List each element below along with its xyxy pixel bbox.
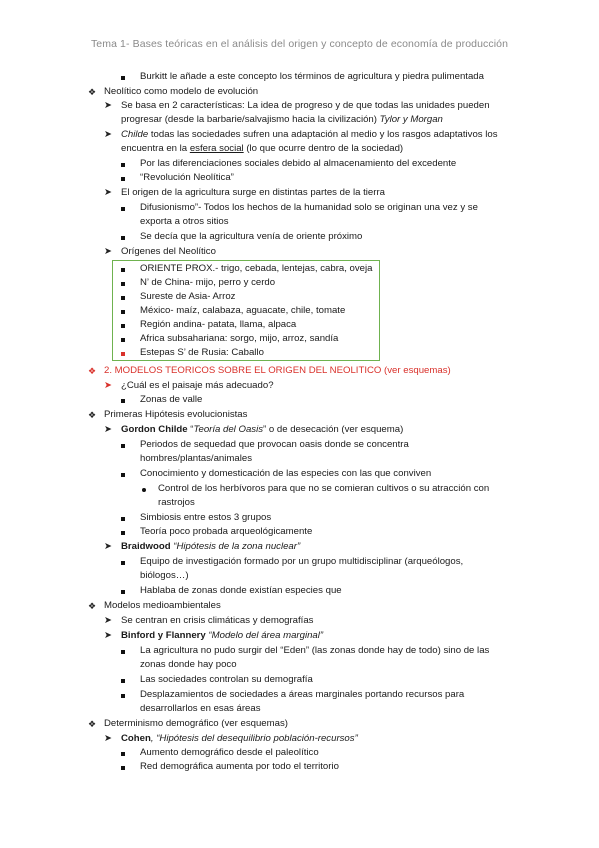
- text-line: Hablaba de zonas donde existían especies que: [140, 585, 342, 596]
- text-line: Modelos medioambientales: [104, 600, 221, 611]
- square-bullet-icon: [121, 171, 125, 185]
- arrow-bullet-icon: ➤: [104, 615, 112, 626]
- text-line: Red demográfica aumenta por todo el territorio: [140, 761, 339, 772]
- text-line: La agricultura no pudo surgir del “Eden” (las zonas donde hay de todo) sino de las: [140, 645, 490, 656]
- text-line: Equipo de investigación formado por un grupo multidisciplinar (arqueólogos,: [140, 556, 464, 567]
- diamond-bullet-icon: ❖: [88, 601, 97, 611]
- list-item: Región andina- patata, llama, alpaca: [140, 319, 297, 330]
- square-bullet-icon: [121, 511, 125, 525]
- text-line: desarrollarlos en esas áreas: [140, 703, 261, 714]
- square-bullet-icon: [121, 318, 125, 332]
- text-line: Zonas de valle: [140, 394, 203, 405]
- text-line: Teoría poco probada arqueológicamente: [140, 526, 313, 537]
- square-bullet-icon: [121, 760, 125, 774]
- square-bullet-icon: [121, 276, 125, 290]
- square-bullet-icon: [121, 555, 125, 569]
- list-item: N’ de China- mijo, perro y cerdo: [140, 277, 276, 288]
- text-line: Por las diferenciaciones sociales debido al almacenamiento del excedente: [140, 158, 457, 169]
- list-item: Estepas S’ de Rusia: Caballo: [140, 347, 264, 358]
- list-item: ORIENTE PROX.- trigo, cebada, lentejas, cabra, oveja: [140, 263, 373, 274]
- text-line: Aumento demográfico desde el paleolítico: [140, 747, 319, 758]
- text-line: rastrojos: [158, 497, 195, 508]
- text-line: Braidwood “Hipótesis de la zona nuclear”: [121, 541, 301, 552]
- text-line: Desplazamientos de sociedades a áreas marginales portando recursos para: [140, 689, 465, 700]
- arrow-bullet-icon: ➤: [104, 424, 112, 435]
- text-line: “Revolución Neolítica”: [140, 172, 234, 183]
- square-bullet-icon: [121, 157, 125, 171]
- square-bullet-icon: [121, 70, 125, 84]
- authors-italic: Tylor y Morgan: [379, 114, 443, 125]
- arrow-bullet-icon: ➤: [104, 246, 112, 257]
- text-line: Cohen, “Hipótesis del desequilibrio población-recursos”: [121, 733, 358, 744]
- square-bullet-icon: [121, 304, 125, 318]
- text-line: encuentra en la esfera social (lo que ocurre dentro de la sociedad): [121, 143, 404, 154]
- text-line: Se basa en 2 características: La idea de progreso y de que todas las unidades pueden: [121, 100, 490, 111]
- square-bullet-icon: [121, 332, 125, 346]
- diamond-bullet-icon: ❖: [88, 410, 97, 420]
- text-line: Se decía que la agricultura venía de oriente próximo: [140, 231, 363, 242]
- text-line: Binford y Flannery “Modelo del área marginal”: [121, 630, 324, 641]
- square-bullet-icon: [121, 290, 125, 304]
- text-line: Se centran en crisis climáticas y demografías: [121, 615, 314, 626]
- square-bullet-icon: [121, 467, 125, 481]
- list-item: México- maíz, calabaza, aguacate, chile, tomate: [140, 305, 346, 316]
- text-line: Primeras Hipótesis evolucionistas: [104, 409, 248, 420]
- text-line: progresar (desde la barbarie/salvajismo hacia la civilización) Tylor y Morgan: [121, 114, 443, 125]
- square-bullet-icon: [121, 230, 125, 244]
- text-line: Neolítico como modelo de evolución: [104, 86, 259, 97]
- section-heading: 2. MODELOS TEORICOS SOBRE EL ORIGEN DEL NEOLITICO (ver esquemas): [104, 365, 451, 376]
- text-line: Control de los herbívoros para que no se comieran cultivos o su atracción con: [158, 483, 490, 494]
- diamond-bullet-icon: ❖: [88, 366, 97, 376]
- square-bullet-icon: [121, 688, 125, 702]
- text-line: Gordon Childe “Teoría del Oasis” o de desecación (ver esquema): [121, 424, 404, 435]
- text-line: Periodos de sequedad que provocan oasis donde se concentra: [140, 439, 409, 450]
- arrow-bullet-icon: ➤: [104, 733, 112, 744]
- arrow-bullet-icon: ➤: [104, 187, 112, 198]
- square-bullet-icon: [121, 262, 125, 276]
- square-bullet-icon: [121, 644, 125, 658]
- text-line: Difusionismo”- Todos los hechos de la humanidad solo se originan una vez y se: [140, 202, 478, 213]
- text-line: Orígenes del Neolítico: [121, 246, 216, 257]
- text-line: ¿Cuál es el paisaje más adecuado?: [121, 380, 274, 391]
- arrow-bullet-icon: ➤: [104, 129, 112, 140]
- document-header: Tema 1- Bases teóricas en el análisis del origen y concepto de economía de producción: [90, 38, 509, 50]
- text-line: Conocimiento y domesticación de las especies con las que conviven: [140, 468, 432, 479]
- text-line: exporta a otros sitios: [140, 216, 229, 227]
- text-line: Las sociedades controlan su demografía: [140, 674, 313, 685]
- diamond-bullet-icon: ❖: [88, 87, 97, 97]
- list-item: Sureste de Asia- Arroz: [140, 291, 236, 302]
- text-line: biólogos…): [140, 570, 189, 581]
- text-line: Simbiosis entre estos 3 grupos: [140, 512, 272, 523]
- diamond-bullet-icon: ❖: [88, 719, 97, 729]
- text-line: hombres/plantas/animales: [140, 453, 252, 464]
- square-bullet-icon: [121, 438, 125, 452]
- square-bullet-icon: [121, 393, 125, 407]
- square-bullet-icon: [121, 346, 125, 360]
- arrow-bullet-icon: ➤: [104, 630, 112, 641]
- arrow-bullet-icon: ➤: [104, 100, 112, 111]
- square-bullet-icon: [121, 673, 125, 687]
- text-line: Burkitt le añade a este concepto los términos de agricultura y piedra pulimentada: [140, 71, 484, 82]
- square-bullet-icon: [121, 746, 125, 760]
- square-bullet-icon: [121, 525, 125, 539]
- round-bullet-icon: [142, 482, 146, 496]
- text-line: Childe todas las sociedades sufren una adaptación al medio y los rasgos adaptativos los: [121, 129, 498, 140]
- text-line: Determinismo demográfico (ver esquemas): [104, 718, 288, 729]
- arrow-bullet-icon: ➤: [104, 541, 112, 552]
- square-bullet-icon: [121, 201, 125, 215]
- text-line: El origen de la agricultura surge en distintas partes de la tierra: [121, 187, 385, 198]
- list-item: Africa subsahariana: sorgo, mijo, arroz, sandía: [140, 333, 339, 344]
- text-line: zonas donde hay poco: [140, 659, 237, 670]
- arrow-bullet-icon: ➤: [104, 380, 112, 391]
- square-bullet-icon: [121, 584, 125, 598]
